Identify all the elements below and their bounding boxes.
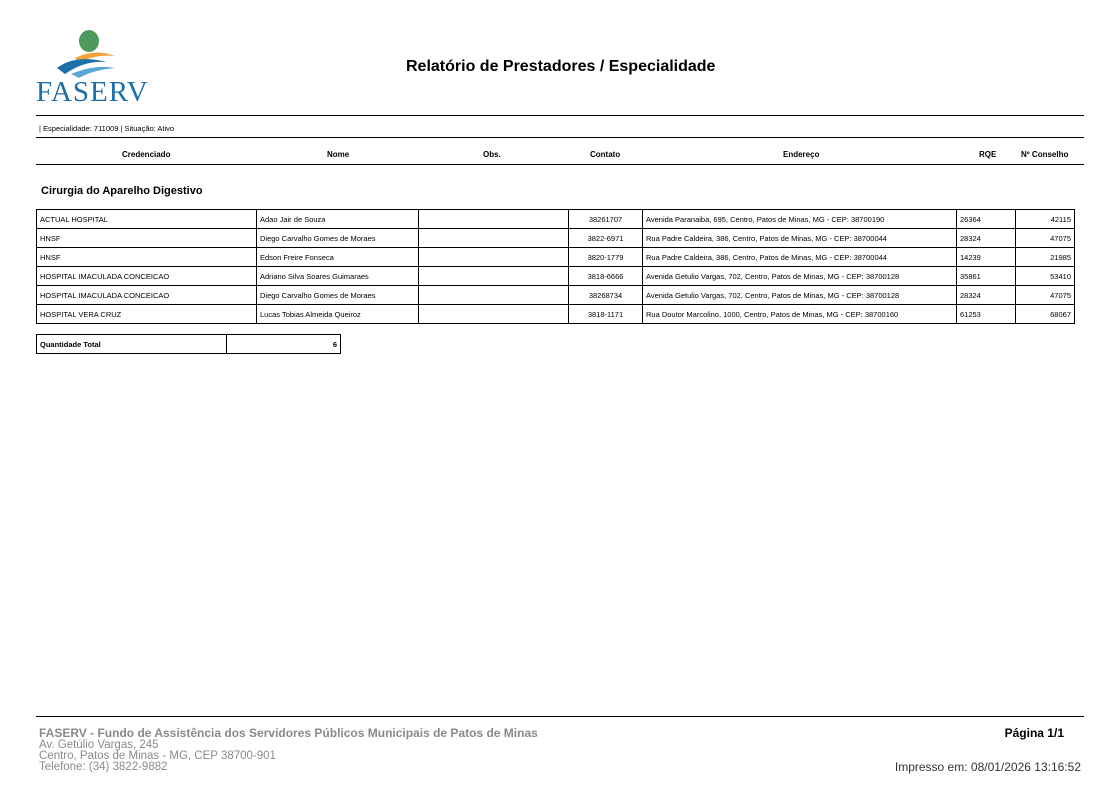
cell-conselho: 68067 bbox=[1016, 305, 1075, 324]
cell-endereco: Rua Padre Caldeira, 386, Centro, Patos de Minas, MG - CEP: 38700044 bbox=[643, 248, 957, 267]
logo-emblem-icon bbox=[35, 28, 150, 80]
cell-conselho: 21985 bbox=[1016, 248, 1075, 267]
cell-conselho: 47075 bbox=[1016, 286, 1075, 305]
footer-phone: Telefone: (34) 3822-9882 bbox=[39, 761, 168, 773]
cell-rqe: 35861 bbox=[957, 267, 1016, 286]
cell-rqe: 26364 bbox=[957, 210, 1016, 229]
cell-nome: Diego Carvalho Gomes de Moraes bbox=[257, 229, 419, 248]
cell-contato: 3822-6971 bbox=[569, 229, 643, 248]
cell-conselho: 53410 bbox=[1016, 267, 1075, 286]
col-header-nome: Nome bbox=[327, 150, 350, 159]
cell-rqe: 28324 bbox=[957, 229, 1016, 248]
col-header-obs: Obs. bbox=[483, 150, 501, 159]
cell-endereco: Avenida Getulio Vargas, 702, Centro, Patos de Minas, MG - CEP: 38700128 bbox=[643, 267, 957, 286]
table-row bbox=[37, 305, 1075, 324]
total-label: Quantidade Total bbox=[37, 335, 227, 354]
col-header-conselho: Nº Conselho bbox=[1021, 150, 1069, 159]
cell-endereco: Rua Doutor Marcolino, 1000, Centro, Patos de Minas, MG - CEP: 38700160 bbox=[643, 305, 957, 324]
cell-conselho: 47075 bbox=[1016, 229, 1075, 248]
total-value: 6 bbox=[227, 335, 341, 354]
cell-rqe: 28324 bbox=[957, 286, 1016, 305]
table-row bbox=[37, 248, 1075, 267]
faserv-logo bbox=[35, 28, 150, 108]
cell-obs bbox=[419, 210, 569, 229]
cell-contato: 3818-6666 bbox=[569, 267, 643, 286]
cell-nome: Diego Carvalho Gomes de Moraes bbox=[257, 286, 419, 305]
report-title: Relatório de Prestadores / Especialidade bbox=[406, 58, 716, 75]
printed-timestamp: Impresso em: 08/01/2026 13:16:52 bbox=[894, 760, 1081, 774]
cell-nome: Adao Jair de Souza bbox=[257, 210, 419, 229]
cell-contato: 3818-1171 bbox=[569, 305, 643, 324]
cell-contato: 38268734 bbox=[569, 286, 643, 305]
cell-credenciado: ACTUAL HOSPITAL bbox=[37, 210, 257, 229]
cell-endereco: Avenida Paranaiba, 695, Centro, Patos de Minas, MG - CEP: 38700190 bbox=[643, 210, 957, 229]
cell-credenciado: HNSF bbox=[37, 229, 257, 248]
cell-nome: Adriano Silva Soares Guimaraes bbox=[257, 267, 419, 286]
cell-rqe: 14239 bbox=[957, 248, 1016, 267]
col-header-credenciado: Credenciado bbox=[122, 150, 171, 159]
filter-summary: | Especialidade: 711009 | Situação: Ativo bbox=[39, 124, 175, 133]
cell-credenciado: HOSPITAL IMACULADA CONCEICAO bbox=[37, 286, 257, 305]
cell-rqe: 61253 bbox=[957, 305, 1016, 324]
providers-table bbox=[36, 209, 1075, 324]
cell-obs bbox=[419, 229, 569, 248]
cell-credenciado: HOSPITAL VERA CRUZ bbox=[37, 305, 257, 324]
section-title: Cirurgia do Aparelho Digestivo bbox=[41, 185, 203, 197]
cell-nome: Lucas Tobias Almeida Queiroz bbox=[257, 305, 419, 324]
col-header-contato: Contato bbox=[590, 150, 621, 159]
cell-contato: 38261707 bbox=[569, 210, 643, 229]
cell-contato: 3820-1779 bbox=[569, 248, 643, 267]
total-row bbox=[37, 335, 341, 354]
cell-obs bbox=[419, 305, 569, 324]
cell-endereco: Rua Padre Caldeira, 386, Centro, Patos de Minas, MG - CEP: 38700044 bbox=[643, 229, 957, 248]
logo-text: FASERV bbox=[36, 76, 149, 108]
cell-credenciado: HNSF bbox=[37, 248, 257, 267]
cell-obs bbox=[419, 248, 569, 267]
col-header-rqe: RQE bbox=[979, 150, 997, 159]
footer-organization: FASERV - Fundo de Assistência dos Servidores Públicos Municipais de Patos de Minas bbox=[39, 726, 538, 740]
header-divider bbox=[36, 115, 1084, 116]
footer-divider bbox=[36, 716, 1084, 717]
total-table bbox=[36, 334, 341, 354]
page-number: Página 1/1 bbox=[1004, 726, 1064, 740]
cell-credenciado: HOSPITAL IMACULADA CONCEICAO bbox=[37, 267, 257, 286]
column-header-top-rule bbox=[36, 137, 1084, 138]
table-row bbox=[37, 267, 1075, 286]
cell-endereco: Avenida Getulio Vargas, 702, Centro, Patos de Minas, MG - CEP: 38700128 bbox=[643, 286, 957, 305]
cell-obs bbox=[419, 267, 569, 286]
footer-address-line2: Centro, Patos de Minas - MG, CEP 38700-901 bbox=[39, 750, 276, 762]
table-row bbox=[37, 286, 1075, 305]
table-row bbox=[37, 229, 1075, 248]
table-row bbox=[37, 210, 1075, 229]
col-header-endereco: Endereço bbox=[783, 150, 820, 159]
column-header-bottom-rule bbox=[36, 164, 1084, 165]
cell-obs bbox=[419, 286, 569, 305]
cell-nome: Edson Freire Fonseca bbox=[257, 248, 419, 267]
footer-address-line1: Av. Getúlio Vargas, 245 bbox=[39, 739, 159, 751]
cell-conselho: 42115 bbox=[1016, 210, 1075, 229]
